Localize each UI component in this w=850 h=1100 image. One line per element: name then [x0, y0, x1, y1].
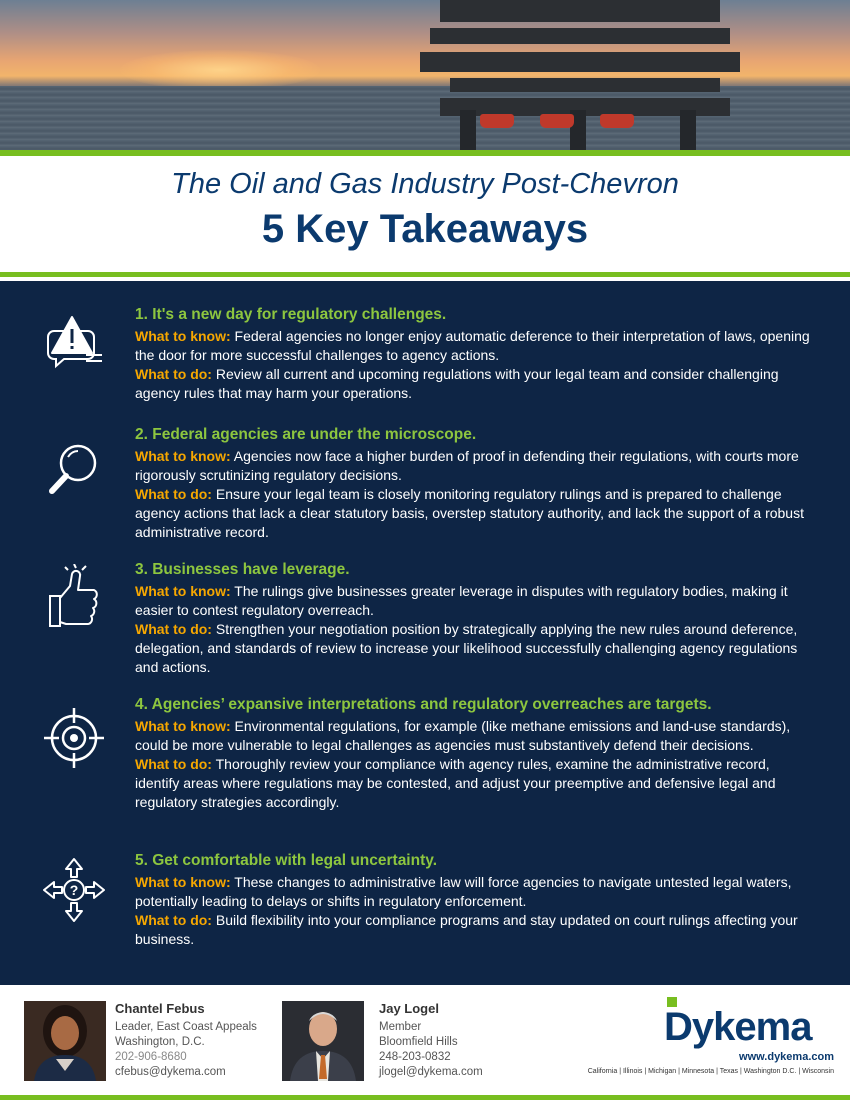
takeaway-heading: 1. It's a new day for regulatory challenges. [135, 306, 447, 323]
what-to-do-label: What to do: [135, 756, 212, 772]
sunset-glow [120, 50, 320, 90]
what-to-do-text: Ensure your legal team is closely monitoring regulatory rulings and is prepared to challenge agency actions that lack a clear statutory basis, overstep statutory authority, and lack the support of a robust administrative record. [135, 486, 804, 540]
office-locations: California | Illinois | Michigan | Minnesota | Texas | Washington D.C. | Wisconsin [587, 1068, 834, 1075]
contact-role: Member [379, 1021, 422, 1033]
what-to-know-text: Agencies now face a higher burden of proof in defending their regulations, with courts more rigorously scrutinizing regulatory decisions. [135, 448, 799, 483]
what-to-do-label: What to do: [135, 366, 212, 382]
what-to-know [135, 717, 815, 755]
contact-name: Jay Logel [379, 1001, 439, 1016]
contact-name: Chantel Febus [115, 1001, 205, 1016]
contact-phone[interactable]: 202-906-8680 [115, 1051, 187, 1063]
what-to-know-label: What to know: [135, 583, 231, 599]
website-link[interactable]: www.dykema.com [739, 1051, 834, 1063]
magnifier-icon [40, 435, 110, 505]
what-to-know-text: These changes to administrative law will force agencies to navigate untested legal waters, potentially leading to delays or shifts in regulatory enforcement. [135, 874, 792, 909]
contact-card-2 [379, 1001, 483, 1080]
thumbs-up-icon [40, 564, 110, 634]
page-title: 5 Key Takeaways [261, 207, 589, 251]
what-to-know [135, 582, 815, 620]
oil-rig-silhouette [420, 0, 750, 152]
takeaways-panel [0, 281, 850, 985]
accent-bar-bottom [0, 1095, 850, 1100]
what-to-know [135, 873, 815, 911]
what-to-do-text: Build flexibility into your compliance programs and stay updated on court rulings affecting your business. [135, 912, 798, 947]
question-arrows-icon [40, 855, 110, 925]
avatar-chantel-febus [24, 1001, 106, 1081]
accent-bar-top [0, 150, 850, 156]
what-to-know-text: Federal agencies no longer enjoy automatic deference to their interpretation of laws, opening the door for more successful challenges to agency actions. [135, 328, 810, 363]
what-to-do [135, 620, 815, 677]
contact-location: Bloomfield Hills [379, 1036, 458, 1048]
takeaway-heading: 2. Federal agencies are under the microscope. [135, 426, 477, 443]
dykema-logo: Dykema [664, 1005, 812, 1049]
what-to-do [135, 365, 815, 403]
hero-image-offshore-rig [0, 0, 850, 152]
what-to-know-text: Environmental regulations, for example (like methane emissions and land-use standards), could be more vulnerable to legal challenges as agencies must substantively defend their decisions. [135, 718, 791, 753]
what-to-do-text: Thoroughly review your compliance with agency rules, examine the administrative record, identify areas where regulations may be contested, and adjust your preemptive and defensive legal and regulatory strategies accordingly. [135, 756, 776, 810]
what-to-do [135, 911, 815, 949]
what-to-know [135, 447, 815, 485]
what-to-know-label: What to know: [135, 874, 231, 890]
contact-email[interactable]: jlogel@dykema.com [379, 1066, 483, 1078]
warning-chat-icon [40, 309, 110, 379]
what-to-do [135, 485, 815, 542]
what-to-know-text: The rulings give businesses greater leverage in disputes with regulatory bodies, making it easier to contest regulatory overreach. [135, 583, 788, 618]
footer [0, 985, 850, 1100]
contact-card-1 [115, 1001, 257, 1080]
contact-email[interactable]: cfebus@dykema.com [115, 1066, 226, 1078]
takeaway-heading: 3. Businesses have leverage. [135, 561, 350, 578]
avatar-jay-logel [282, 1001, 364, 1081]
target-icon [40, 703, 110, 773]
svg-text:?: ? [69, 882, 79, 898]
what-to-do-label: What to do: [135, 621, 212, 637]
contact-location: Washington, D.C. [115, 1036, 205, 1048]
what-to-do-text: Review all current and upcoming regulations with your legal team and consider challenging agency rules that may harm your operations. [135, 366, 779, 401]
what-to-do [135, 755, 815, 812]
what-to-do-label: What to do: [135, 912, 212, 928]
what-to-do-text: Strengthen your negotiation position by strategically applying the new rules around deference, delegation, and standards of review to increase your likelihood successfully challenging agency regulations and actions. [135, 621, 798, 675]
title-block [0, 168, 850, 252]
what-to-do-label: What to do: [135, 486, 212, 502]
accent-bar-mid [0, 272, 850, 277]
page-subtitle: The Oil and Gas Industry Post-Chevron [171, 168, 679, 200]
what-to-know-label: What to know: [135, 448, 231, 464]
what-to-know-label: What to know: [135, 328, 231, 344]
takeaway-heading: 4. Agencies’ expansive interpretations and regulatory overreaches are targets. [135, 696, 712, 713]
contact-role: Leader, East Coast Appeals [115, 1021, 257, 1033]
what-to-know-label: What to know: [135, 718, 231, 734]
what-to-know [135, 327, 815, 365]
contact-phone[interactable]: 248-203-0832 [379, 1051, 451, 1063]
takeaway-heading: 5. Get comfortable with legal uncertainty. [135, 852, 438, 869]
